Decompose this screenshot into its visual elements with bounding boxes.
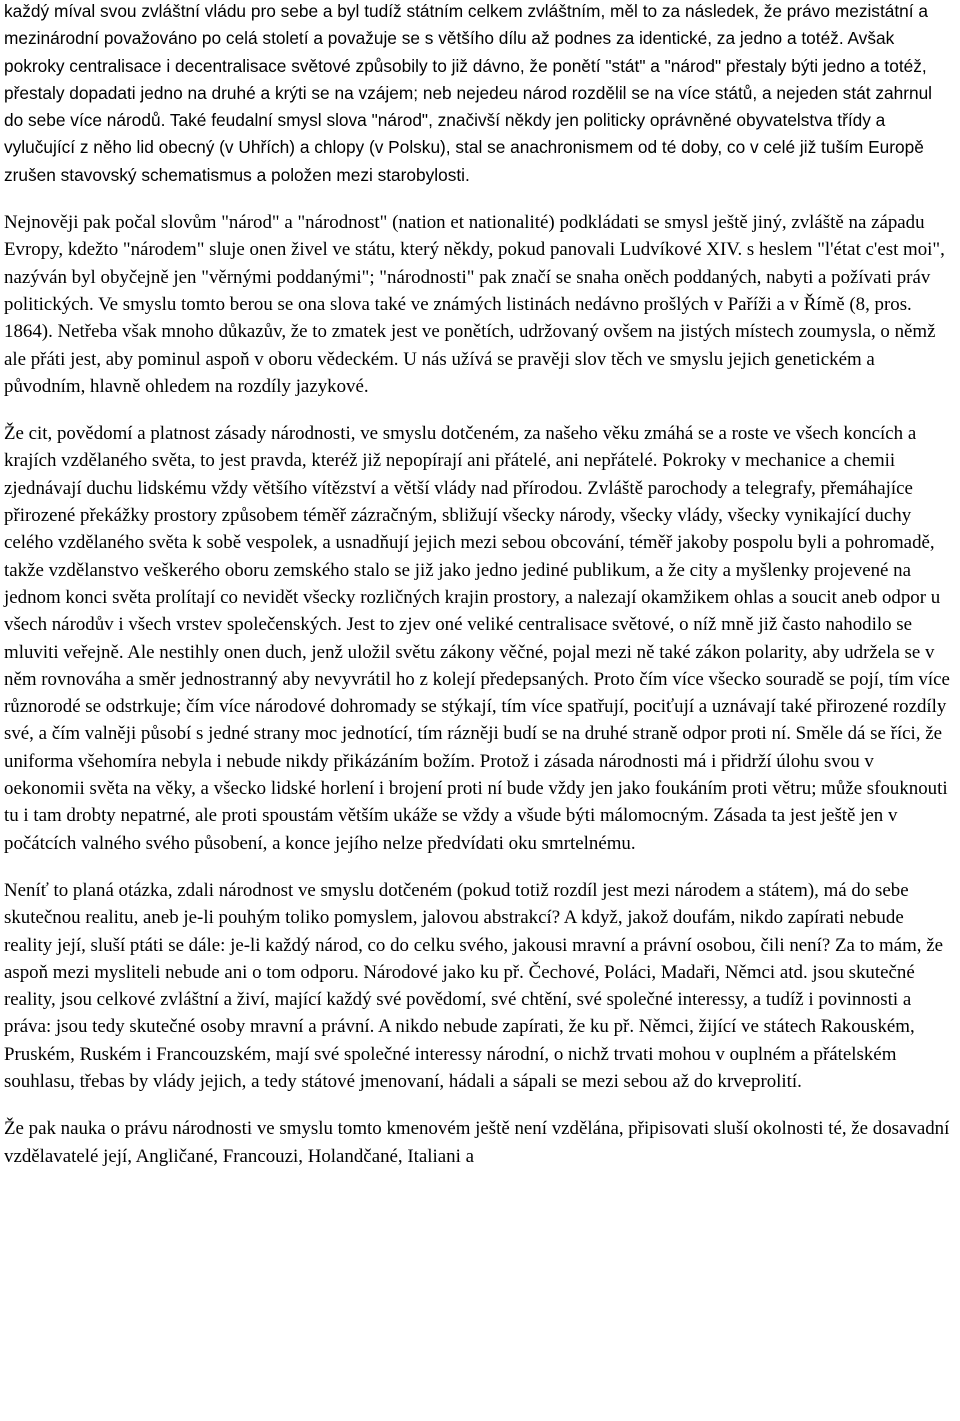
paragraph-2: Nejnověji pak počal slovům "národ" a "národnost" (nation et nationalité) podkládati se smysl ještě jiný, zvláště na západu Evropy, kdežto "národem" sluje onen živel ve státu, který někdy, pokud panovali Ludvíkové XIV. s heslem "l'état c'est moi", nazýván byl obyčejně jen "věrnými poddanými"; "národnosti" pak značí se snaha oněch poddaných, nabyti a požívati práv politických. Ve smyslu tomto berou se ona slova také ve známých listinách nedávno prošlých v Paříži a v Římě (8, pros. 1864). Netřeba však mnoho důkazův, že to zmatek jest ve ponětích, udržovaný ovšem na jistých místech zoumysla, o němž ale přáti jest, aby pominul aspoň v oboru vědeckém. U nás užívá se pravěji slov těch ve smyslu jejich genetickém a původním, hlavně ohledem na rozdíly jazykové. [4, 212, 945, 397]
paragraph-5: Že pak nauka o právu národnosti ve smyslu tomto kmenovém ještě není vzdělána, připisovati sluší okolnosti té, že dosavadní vzdělavatelé její, Angličané, Francouzi, Holandčané, Italiani a [4, 1118, 950, 1167]
paragraph-4: Neníť to planá otázka, zdali národnost ve smyslu dotčeném (pokud totiž rozdíl jest mezi národem a státem), má do sebe skutečnou realitu, aneb je-li pouhým toliko pomyslem, jalovou abstrakcí? A když, jakož doufám, nikdo zapírati nebude reality její, sluší ptáti se dále: je-li každý národ, co do celku svého, jakousi mravní a právní osobou, čili není? Za to mám, že aspoň mezi mysliteli nebude ani o tom odporu. Národové jako ku př. Čechové, Poláci, Madaři, Němci atd. jsou skutečné reality, jsou celkové zvláštní a živí, mající každý své povědomí, své chtění, své společné interessy, a tudíž i povinnosti a práva: jsou tedy skutečné osoby mravní a právní. A nikdo nebude zapírati, že ku př. Němci, žijící ve státech Rakouském, Pruském, Ruském i Francouzském, mají své společné interessy národní, o nichž trvati mohou v ouplném a přátelském souhlasu, třebas by vlády jejich, a tedy státové jmenovaní, hádali a sápali se mezi sebou až do krveprolití. [4, 879, 944, 1092]
paragraph-3: Že cit, povědomí a platnost zásady národnosti, ve smyslu dotčeném, za našeho věku zmáhá se a roste ve všech koncích a krajích vzdělaného světa, to jest pravda, kteréž již nepopírají ani přátelé, ani nepřátelé. Pokroky v mechanice a chemii zjednávají duchu lidskému vždy většího vítězství a větší vlády nad přírodou. Zvláště parochody a telegrafy, přemáhajíce přirozené překážky prostory způsobem téměř zázračným, sbližují všecky národy, všecky vlády, všecky vynikající duchy celého vzdělaného světa k sobě vespolek, a usnadňují jejich mezi sebou obcování, téměř jakoby pospolu byli a pohromadě, takže vzdělanstvo veškerého oboru zemského stalo se již jako jedno jediné publikum, a že city a myšlenky projevené na jednom konci světa prolítají co nevidět všecky rozličných krajin prostory, a nalezají okamžikem ohlas a soucit aneb odpor u všech národův i všech vrstev společenských. Jest to zjev oné veliké centralisace světové, o níž mně již často nahodilo se mluviti veřejně. Ale nestihly onen duch, jenž uložil světu zákony věčné, pojal mezi ně také zákon polarity, aby udržela se v něm rovnováha a směr jednostranný aby nevyvrátil ho z kolejí předepsaných. Proto čím více všecko souradě se pojí, tím více různorodé se odstrkuje; čím více národové dohromady se stýkají, tím více spatřují, pociťují a uznávají také přirozené rozdíly své, a čím valněji působí s jedné strany moc jednotící, tím rázněji budí se na druhé straně odpor proti ní. Směle dá se říci, že uniforma všehomíra nebyla i nebude nikdy přikázáním božím. Protož i zásada národnosti má i přidrží úlohu svou v oekonomii světa na věky, a všecko lidské horlení i brojení proti ní bude vždy jen jako foukáním proti větru; může sfouknouti tu i tam drobty nepatrné, ale proti spoustám větším ukáže se vždy a všude býti málomocným. Zásada ta jest ještě jen v počátcích valného svého působení, a konce jejího nelze předvídati oku smrtelnému. [4, 423, 950, 854]
paragraph-1: každý míval svou zvláštní vládu pro sebe a byl tudíž státním celkem zvláštním, měl to za následek, že právo mezistátní a mezinárodní považováno po celá století a považuje se s většího dílu až podnes za identické, za jedno a totéž. Avšak pokroky centralisace i decentralisace světové způsobily to již dávno, že ponětí "stát" a "národ" přestaly býti jedno a totéž, přestaly dopadati jedno na druhé a krýti se na vzájem; neb nejedeu národ rozdělil se na více států, a nejeden stát zahrnul do sebe více národů. Také feudalní smysl slova "národ", značivší někdy jen politicky oprávněné obyvatelstva třídy a vylučující z něho lid obecný (v Uhřích) a chlopy (v Polsku), stal se anachronismem od té doby, co v celé již tuším Europě zrušen stavovský schematismus a položen mezi starobylosti. [4, 1, 933, 185]
document-page [4, 0, 956, 1190]
